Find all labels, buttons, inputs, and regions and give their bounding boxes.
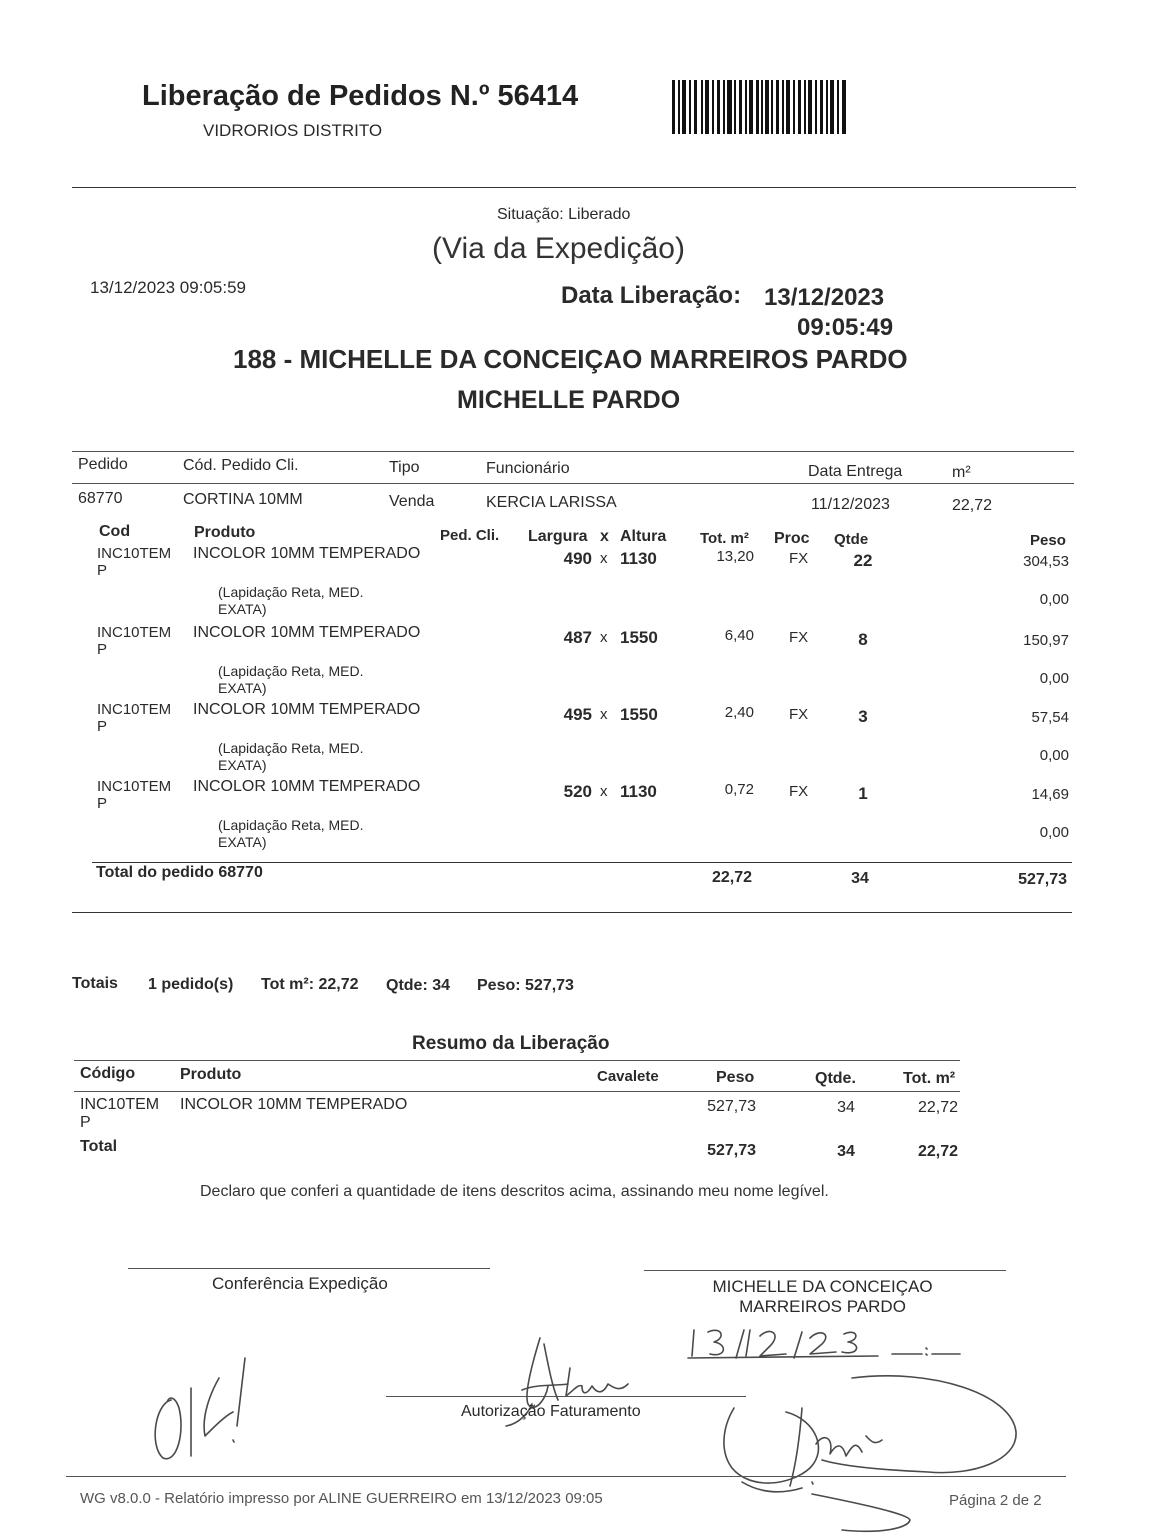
value-m2: 22,72 (952, 497, 993, 514)
summary-col-produto: Produto (180, 1066, 242, 1083)
item-proc: FX (789, 783, 809, 800)
value-funcionario: KERCIA LARISSA (486, 494, 617, 511)
item-detail-peso: 0,00 (1039, 824, 1069, 841)
order-total-qtde: 34 (851, 870, 869, 887)
conferencia-label: Conferência Expedição (212, 1274, 388, 1293)
item-cod: INC10TEM (97, 624, 172, 641)
release-time: 09:05:49 (797, 314, 894, 341)
conferencia-line (128, 1268, 490, 1269)
summary-row-peso: 527,73 (707, 1098, 756, 1115)
col-x: x (600, 528, 609, 545)
label-data-entrega: Data Entrega (808, 463, 903, 480)
autorizacao-label: Autorização Faturamento (461, 1403, 641, 1420)
value-cod-pedido-cli: CORTINA 10MM (183, 491, 303, 508)
col-proc: Proc (774, 530, 810, 547)
client-sign-line (644, 1270, 1006, 1271)
item-tot-m2: 2,40 (724, 704, 754, 721)
item-cod-suffix: P (97, 718, 108, 735)
item-peso: 304,53 (1023, 553, 1069, 570)
summary-codigo-line1: INC10TEM (80, 1096, 160, 1113)
items-bottom-rule (92, 862, 1072, 863)
item-detail-peso: 0,00 (1039, 591, 1069, 608)
item-x: x (600, 783, 608, 800)
order-end-rule (72, 912, 1072, 913)
summary-top-rule (74, 1060, 960, 1061)
item-detail-peso: 0,00 (1039, 747, 1069, 764)
col-qtde: Qtde (834, 531, 869, 548)
col-cod: Cod (99, 523, 131, 540)
item-cod-suffix: P (97, 562, 108, 579)
summary-total-label: Total (80, 1138, 118, 1155)
summary-row-qtde: 34 (837, 1099, 855, 1116)
item-tot-m2: 6,40 (724, 627, 754, 644)
item-peso: 150,97 (1023, 632, 1069, 649)
item-detail-line1: (Lapidação Reta, MED. (218, 584, 364, 600)
header-divider (72, 187, 1076, 188)
label-funcionario: Funcionário (486, 460, 570, 477)
summary-col-codigo: Código (80, 1065, 136, 1082)
item-detail-line2: EXATA) (218, 834, 267, 850)
item-proc: FX (789, 629, 809, 646)
page-number: Página 2 de 2 (949, 1492, 1042, 1509)
totals-pedidos: 1 pedido(s) (148, 976, 234, 993)
document-title: Liberação de Pedidos N.º 56414 (142, 80, 579, 112)
client-short: MICHELLE PARDO (457, 386, 681, 414)
item-peso: 57,54 (1031, 709, 1069, 726)
item-qtde: 1 (858, 784, 868, 803)
order-total-label: Total do pedido 68770 (96, 864, 263, 881)
item-peso: 14,69 (1031, 786, 1069, 803)
summary-title: Resumo da Liberação (412, 1033, 610, 1054)
declaration-text: Declaro que conferi a quantidade de itens descritos acima, assinando meu nome legível. (200, 1183, 829, 1200)
col-ped-cli: Ped. Cli. (440, 527, 500, 544)
label-pedido: Pedido (78, 456, 128, 473)
item-detail-line2: EXATA) (218, 757, 267, 773)
order-total-m2: 22,72 (711, 869, 752, 886)
item-largura: 487 (563, 628, 592, 647)
item-altura: 1550 (620, 705, 658, 724)
item-x: x (600, 706, 608, 723)
item-tot-m2: 13,20 (716, 548, 754, 565)
client-name-block (680, 1277, 965, 1317)
summary-row-produto: INCOLOR 10MM TEMPERADO (180, 1096, 408, 1113)
footer-print-info: WG v8.0.0 - Relatório impresso por ALINE GUERREIRO em 13/12/2023 09:05 (80, 1490, 603, 1507)
via-label: (Via da Expedição) (432, 232, 685, 265)
item-produto: INCOLOR 10MM TEMPERADO (193, 701, 421, 718)
order-header-rule (72, 483, 1074, 484)
item-detail-line2: EXATA) (218, 601, 267, 617)
item-proc: FX (789, 706, 809, 723)
value-data-entrega: 11/12/2023 (811, 496, 890, 513)
summary-col-qtde: Qtde. (815, 1070, 856, 1087)
item-largura: 520 (563, 782, 592, 801)
footer-rule (66, 1476, 1066, 1477)
summary-col-tot-m2: Tot. m² (903, 1070, 956, 1087)
totals-m2: Tot m²: 22,72 (261, 976, 359, 993)
item-produto: INCOLOR 10MM TEMPERADO (193, 778, 421, 795)
item-detail-line1: (Lapidação Reta, MED. (218, 663, 364, 679)
summary-total-tot-m2: 22,72 (917, 1143, 958, 1160)
summary-header-rule (74, 1091, 960, 1092)
item-cod: INC10TEM (97, 701, 172, 718)
summary-total-qtde: 34 (837, 1143, 855, 1160)
value-tipo: Venda (389, 493, 435, 510)
item-tot-m2: 0,72 (724, 781, 754, 798)
item-altura: 1550 (620, 628, 658, 647)
summary-codigo-line2: P (80, 1114, 91, 1131)
summary-total-peso: 527,73 (707, 1142, 756, 1159)
col-altura: Altura (620, 528, 667, 545)
release-label: Data Liberação: (561, 282, 742, 309)
client-signature (712, 1374, 1022, 1534)
client-name-line2: MARREIROS PARDO (739, 1297, 906, 1316)
item-produto: INCOLOR 10MM TEMPERADO (193, 624, 421, 641)
item-x: x (600, 629, 608, 646)
label-tipo: Tipo (389, 459, 420, 476)
order-total-peso: 527,73 (1018, 871, 1067, 888)
company-name: VIDRORIOS DISTRITO (203, 121, 383, 140)
item-qtde: 3 (858, 707, 868, 726)
handwritten-date (686, 1322, 966, 1364)
col-produto: Produto (194, 524, 256, 541)
summary-row-tot-m2: 22,72 (917, 1099, 958, 1116)
item-produto: INCOLOR 10MM TEMPERADO (193, 545, 421, 562)
item-cod: INC10TEM (97, 778, 172, 795)
item-detail-line2: EXATA) (218, 680, 267, 696)
item-cod-suffix: P (97, 641, 108, 658)
totals-qtde: Qtde: 34 (386, 977, 451, 994)
item-altura: 1130 (620, 782, 657, 801)
handwritten-ok (145, 1352, 265, 1464)
col-largura: Largura (528, 528, 588, 545)
printed-timestamp: 13/12/2023 09:05:59 (90, 278, 246, 297)
item-altura: 1130 (620, 549, 657, 568)
status-text: Situação: Liberado (497, 206, 631, 223)
summary-row-codigo (80, 1096, 159, 1132)
order-top-rule (72, 451, 1074, 452)
label-m2: m² (952, 464, 971, 481)
value-pedido: 68770 (78, 490, 123, 507)
item-x: x (600, 550, 608, 567)
summary-col-peso: Peso (716, 1069, 755, 1086)
item-detail-line1: (Lapidação Reta, MED. (218, 740, 364, 756)
totals-label: Totais (72, 975, 118, 992)
totals-peso: Peso: 527,73 (477, 977, 574, 994)
client-line: 188 - MICHELLE DA CONCEIÇAO MARREIROS PARDO (233, 344, 908, 374)
label-cod-pedido-cli: Cód. Pedido Cli. (183, 457, 299, 474)
client-name-line1: MICHELLE DA CONCEIÇAO (712, 1277, 933, 1296)
item-largura: 495 (563, 705, 592, 724)
item-qtde: 22 (853, 551, 873, 570)
item-qtde: 8 (858, 630, 868, 649)
item-proc: FX (789, 550, 809, 567)
item-largura: 490 (563, 549, 592, 568)
item-cod-suffix: P (97, 795, 108, 812)
item-detail-peso: 0,00 (1039, 670, 1069, 687)
col-peso: Peso (1030, 532, 1066, 549)
item-detail-line1: (Lapidação Reta, MED. (218, 817, 364, 833)
barcode (670, 80, 850, 134)
item-cod: INC10TEM (97, 545, 172, 562)
col-tot-m2: Tot. m² (700, 530, 749, 547)
summary-col-cavalete: Cavalete (597, 1068, 659, 1085)
release-date: 13/12/2023 (764, 284, 885, 311)
